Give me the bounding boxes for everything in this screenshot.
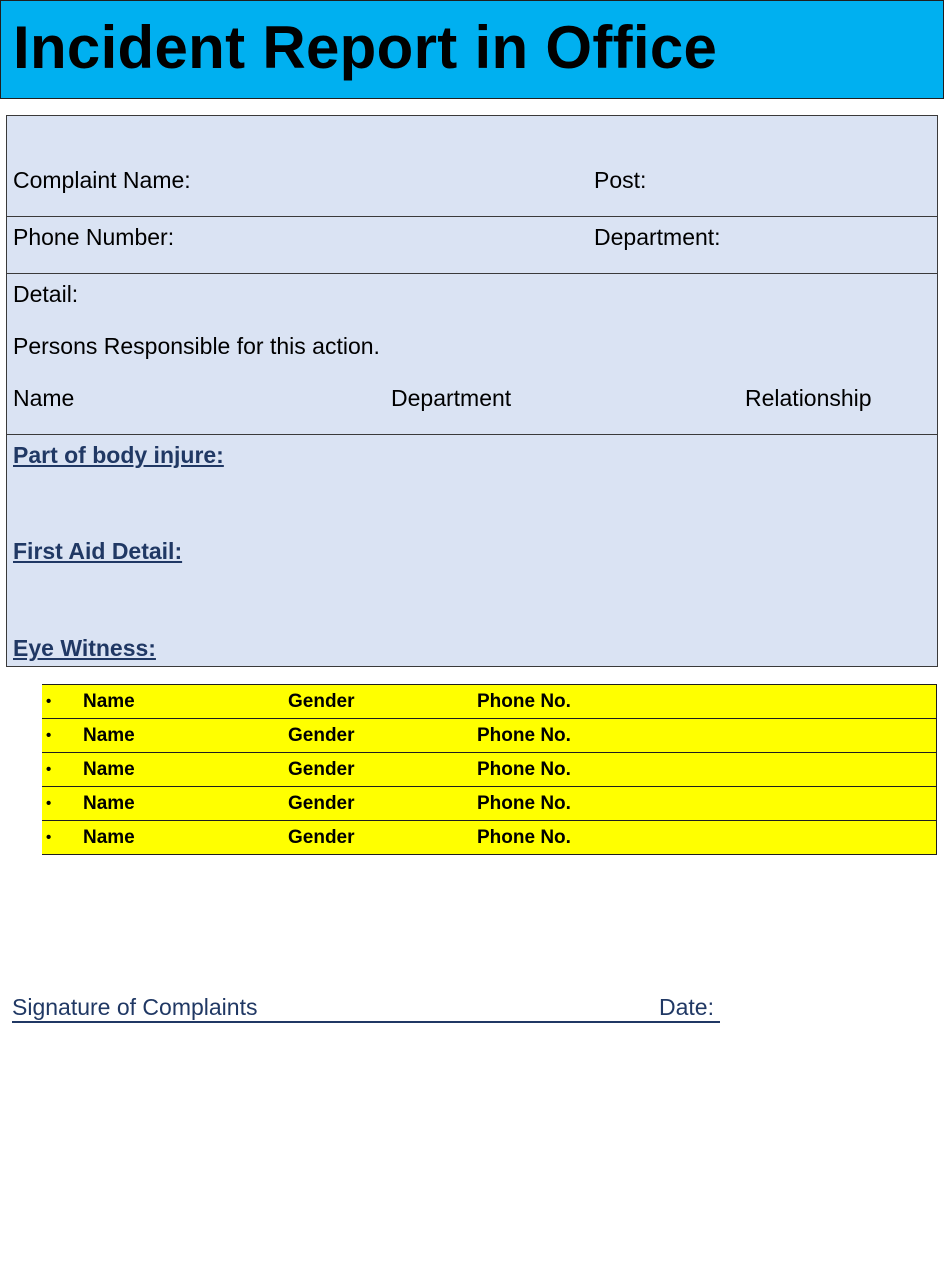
witness-gender: Gender — [288, 827, 355, 848]
witness-row — [42, 753, 937, 787]
witness-gender: Gender — [288, 759, 355, 780]
bullet-icon: • — [46, 761, 52, 778]
witness-name: Name — [83, 691, 135, 712]
detail-label: Detail: — [13, 281, 79, 307]
eye-witness-heading: Eye Witness: — [13, 635, 156, 661]
witness-row — [42, 787, 937, 821]
witness-phone: Phone No. — [477, 759, 571, 780]
witness-gender: Gender — [288, 793, 355, 814]
witness-name: Name — [83, 793, 135, 814]
complaint-name-label: Complaint Name: — [13, 167, 191, 193]
signature-line — [12, 993, 720, 1023]
witness-phone: Phone No. — [477, 827, 571, 848]
bullet-icon: • — [46, 795, 52, 812]
witness-gender: Gender — [288, 691, 355, 712]
witness-row — [42, 719, 937, 753]
phone-number-label: Phone Number: — [13, 224, 175, 250]
column-relationship-label: Relationship — [745, 385, 872, 411]
witness-phone: Phone No. — [477, 793, 571, 814]
witness-phone: Phone No. — [477, 691, 571, 712]
part-of-body-heading: Part of body injure: — [13, 442, 224, 468]
witness-name: Name — [83, 827, 135, 848]
persons-responsible-label: Persons Responsible for this action. — [13, 333, 380, 359]
witness-name: Name — [83, 759, 135, 780]
witness-phone: Phone No. — [477, 725, 571, 746]
witness-list — [42, 684, 937, 855]
divider — [7, 434, 937, 435]
first-aid-heading: First Aid Detail: — [13, 538, 183, 564]
title-banner — [0, 0, 944, 99]
witness-gender: Gender — [288, 725, 355, 746]
witness-row — [42, 685, 937, 719]
page-title: Incident Report in Office — [13, 14, 718, 81]
incident-form — [6, 115, 938, 667]
date-label: Date: — [659, 994, 714, 1020]
column-name-label: Name — [13, 385, 75, 411]
post-label: Post: — [594, 167, 647, 193]
column-department-label: Department — [391, 385, 512, 411]
witness-row — [42, 821, 937, 855]
bullet-icon: • — [46, 829, 52, 846]
divider — [7, 216, 937, 217]
witness-name: Name — [83, 725, 135, 746]
department-label: Department: — [594, 224, 721, 250]
signature-label: Signature of Complaints — [12, 994, 258, 1020]
bullet-icon: • — [46, 693, 52, 710]
bullet-icon: • — [46, 727, 52, 744]
divider — [7, 273, 937, 274]
